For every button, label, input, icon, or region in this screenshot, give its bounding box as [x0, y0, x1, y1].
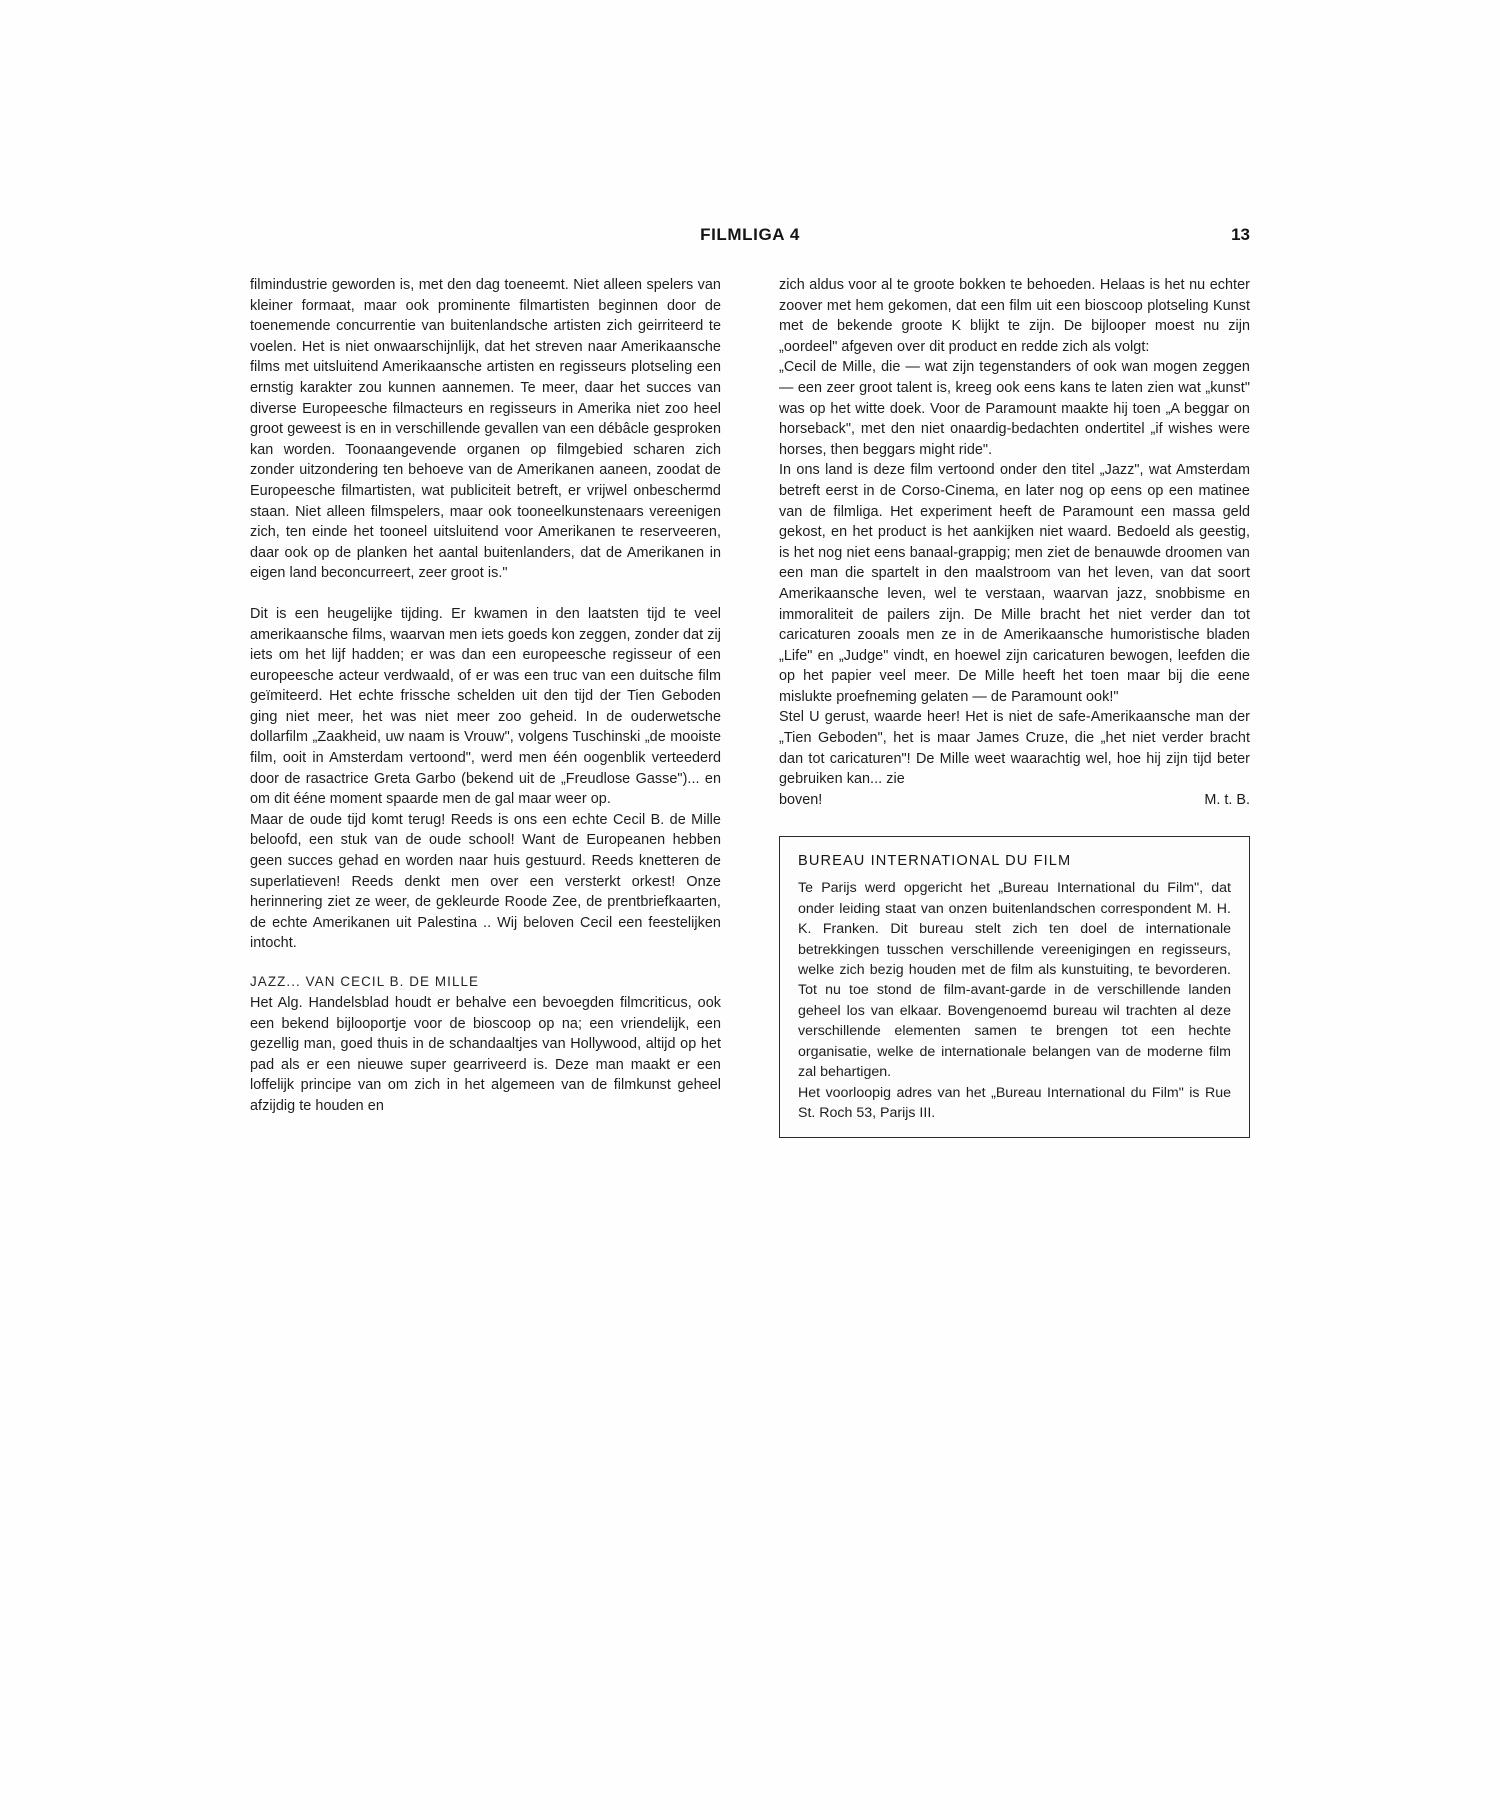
paragraph: In ons land is deze film vertoond onder den titel „Jazz", wat Amsterdam betreft eerst in de Corso-Cinema, en later nog op eens op een matinee van de filmliga. Het experiment heeft de Paramount een massa geld gekost, en het product is het aankijken niet waard. Bedoeld als geestig, is het nog niet eens banaal-grappig; men ziet de benauwde droomen van een man die spartelt in den maalstroom van het leven, van dat soort Amerikaansche leven, wel te verstaan, waarvan jazz, snobbisme en immoraliteit de pailers zijn. De Mille bracht het niet verder dan tot caricaturen zooals men ze in de Amerikaansche humoristische bladen „Life" en „Judge" vindt, en hoewel zijn caricaturen bewogen, leefden die op het papier veel meer. De Mille heeft het toen maar bij die eene mislukte proefneming gelaten — de Paramount ook!": [779, 462, 1250, 705]
signature-line: [779, 790, 1250, 811]
publication-title: FILMLIGA 4: [700, 225, 800, 244]
info-box-paragraph: Te Parijs werd opgericht het „Bureau International du Film", dat onder leiding staat van onzen buitenlandschen correspondent M. H. K. Franken. Dit bureau stelt zich ten doel de internationale betrekkingen tusschen verschillende vereenigingen en regisseurs, welke zich bezig houden met de film als kunstuiting, te bevorderen. Tot nu toe stond de film-avant-garde in de verschillende landen geheel los van elkaar. Bovengenoemd bureau wil trachten al deze verschillende elementen samen te brengen tot een hechte organisatie, welke de internationale belangen van de moderne film zal behartigen.: [798, 880, 1231, 1081]
paragraph: zich aldus voor al te groote bokken te behoeden. Helaas is het nu echter zoover met hem gekomen, dat een film uit een bioscoop plotseling Kunst met de bekende groote K blijkt te zijn. De bijlooper moest nu zijn „oordeel" afgeven over dit product en redde zich als volgt:: [779, 277, 1250, 355]
paragraph-last-word: boven!: [779, 791, 823, 808]
page-header: [250, 225, 1250, 259]
left-column: [250, 275, 721, 1117]
paragraph: Stel U gerust, waarde heer! Het is niet de safe-Amerikaansche man der „Tien Geboden", het is maar James Cruze, die „het niet verder bracht dan tot caricaturen"! De Mille weet waarachtig wel, hoe hij zijn tijd beter gebruiken kan... zie: [779, 709, 1250, 788]
scanned-page-content: [250, 225, 1250, 1545]
author-initials: M. t. B.: [1204, 791, 1250, 808]
paragraph: Maar de oude tijd komt terug! Reeds is ons een echte Cecil B. de Mille beloofd, een stuk van de oude school! Want de Europeanen hebben geen succes gehad en worden naar huis gestuurd. Reeds knetteren de superlatieven! Reeds denkt men over een versterkt orkest! Onze herinnering ziet ze weer, de gekleurde Roode Zee, de prentbriefkaarten, de echte Amerikanen uit Palestina .. Wij beloven Cecil een feestelijken intocht.: [250, 811, 721, 952]
page-number: 13: [1231, 225, 1250, 244]
info-box-paragraph: Het voorloopig adres van het „Bureau International du Film" is Rue St. Roch 53, Parijs III.: [798, 1084, 1231, 1121]
paragraph-spacer: [250, 584, 721, 604]
paragraph: filmindustrie geworden is, met den dag toeneemt. Niet alleen spelers van kleiner formaat, maar ook prominente filmartisten beginnen door de toenemende concurrentie van buitenlandsche artisten zich geirriteerd te voelen. Het is niet onwaarschijnlijk, dat het streven naar Amerikaansche films met uitsluitend Amerikaansche artisten en regisseurs plotseling een ernstig karakter zou kunnen aannemen. Te meer, daar het succes van diverse Europeesche filmacteurs en regisseurs in Amerika niet zoo heel groot geweest is en in verschillende gevallen van een débâcle gesproken kan worden. Toonaangevende organen op filmgebied scharen zich zonder uitzondering ten behoeve van de Amerikanen aaneen, zoodat de Europeesche filmartisten, wat publiciteit betreft, er vrijwel onbeschermd staan. Niet alleen filmspelers, maar ook tooneelkunstenaars vereenigen zich, ten einde het tooneel uitsluitend voor Amerikanen te reserveeren, daar ook op de planken het aantal buitenlanders, dat de Amerikanen in eigen land beconcurreert, zeer groot is.": [250, 277, 721, 582]
info-box-title: BUREAU INTERNATIONAL DU FILM: [798, 853, 1072, 870]
info-box: [779, 836, 1250, 1138]
right-column: [779, 275, 1250, 1138]
paragraph: Dit is een heugelijke tijding. Er kwamen in den laatsten tijd te veel amerikaansche films, waarvan men iets goeds kon zeggen, zonder dat zij iets om het lijf hadden; er was dan een europeesche regisseur of een europeesche acteur verdwaald, of er was een truc van een duitsche film geïmiteerd. Het echte frissche schelden uit den tijd der Tien Geboden ging niet meer, het was niet meer zoo geheid. In de ouderwetsche dollarfilm „Zaakheid, uw naam is Vrouw", volgens Tuschinski „de mooiste film, ooit in Amsterdam vertoond", werd men één oogenblik verteederd door de rasactrice Greta Garbo (bekend uit de „Freudlose Gasse")... en om dit ééne moment spaarde men de gal maar weer op.: [250, 605, 721, 808]
paragraph: „Cecil de Mille, die — wat zijn tegenstanders of ook wan mogen zeggen — een zeer groot talent is, kreeg ook eens kans te laten zien wat „kunst" was op het witte doek. Voor de Paramount maakte hij toen „A beggar on horseback", met den niet onaardig-bedachten ondertitel „if wishes were horses, then beggars might ride".: [779, 359, 1250, 458]
section-subheading: JAZZ... VAN CECIL B. DE MILLE: [250, 974, 480, 989]
paragraph: Het Alg. Handelsblad houdt er behalve een bevoegden filmcriticus, ook een bekend bijlooportje voor de bioscoop op na; een vriendelijk, een gezellig man, goed thuis in de schandaaltjes van Hollywood, altijd op het pad als er een nieuwe super gearriveerd is. Deze man maakt er een loffelijk principe van om zich in het algemeen van de filmkunst geheel afzijdig te houden en: [250, 995, 721, 1114]
two-column-layout: [250, 275, 1250, 1138]
paragraph-spacer: [250, 954, 721, 974]
